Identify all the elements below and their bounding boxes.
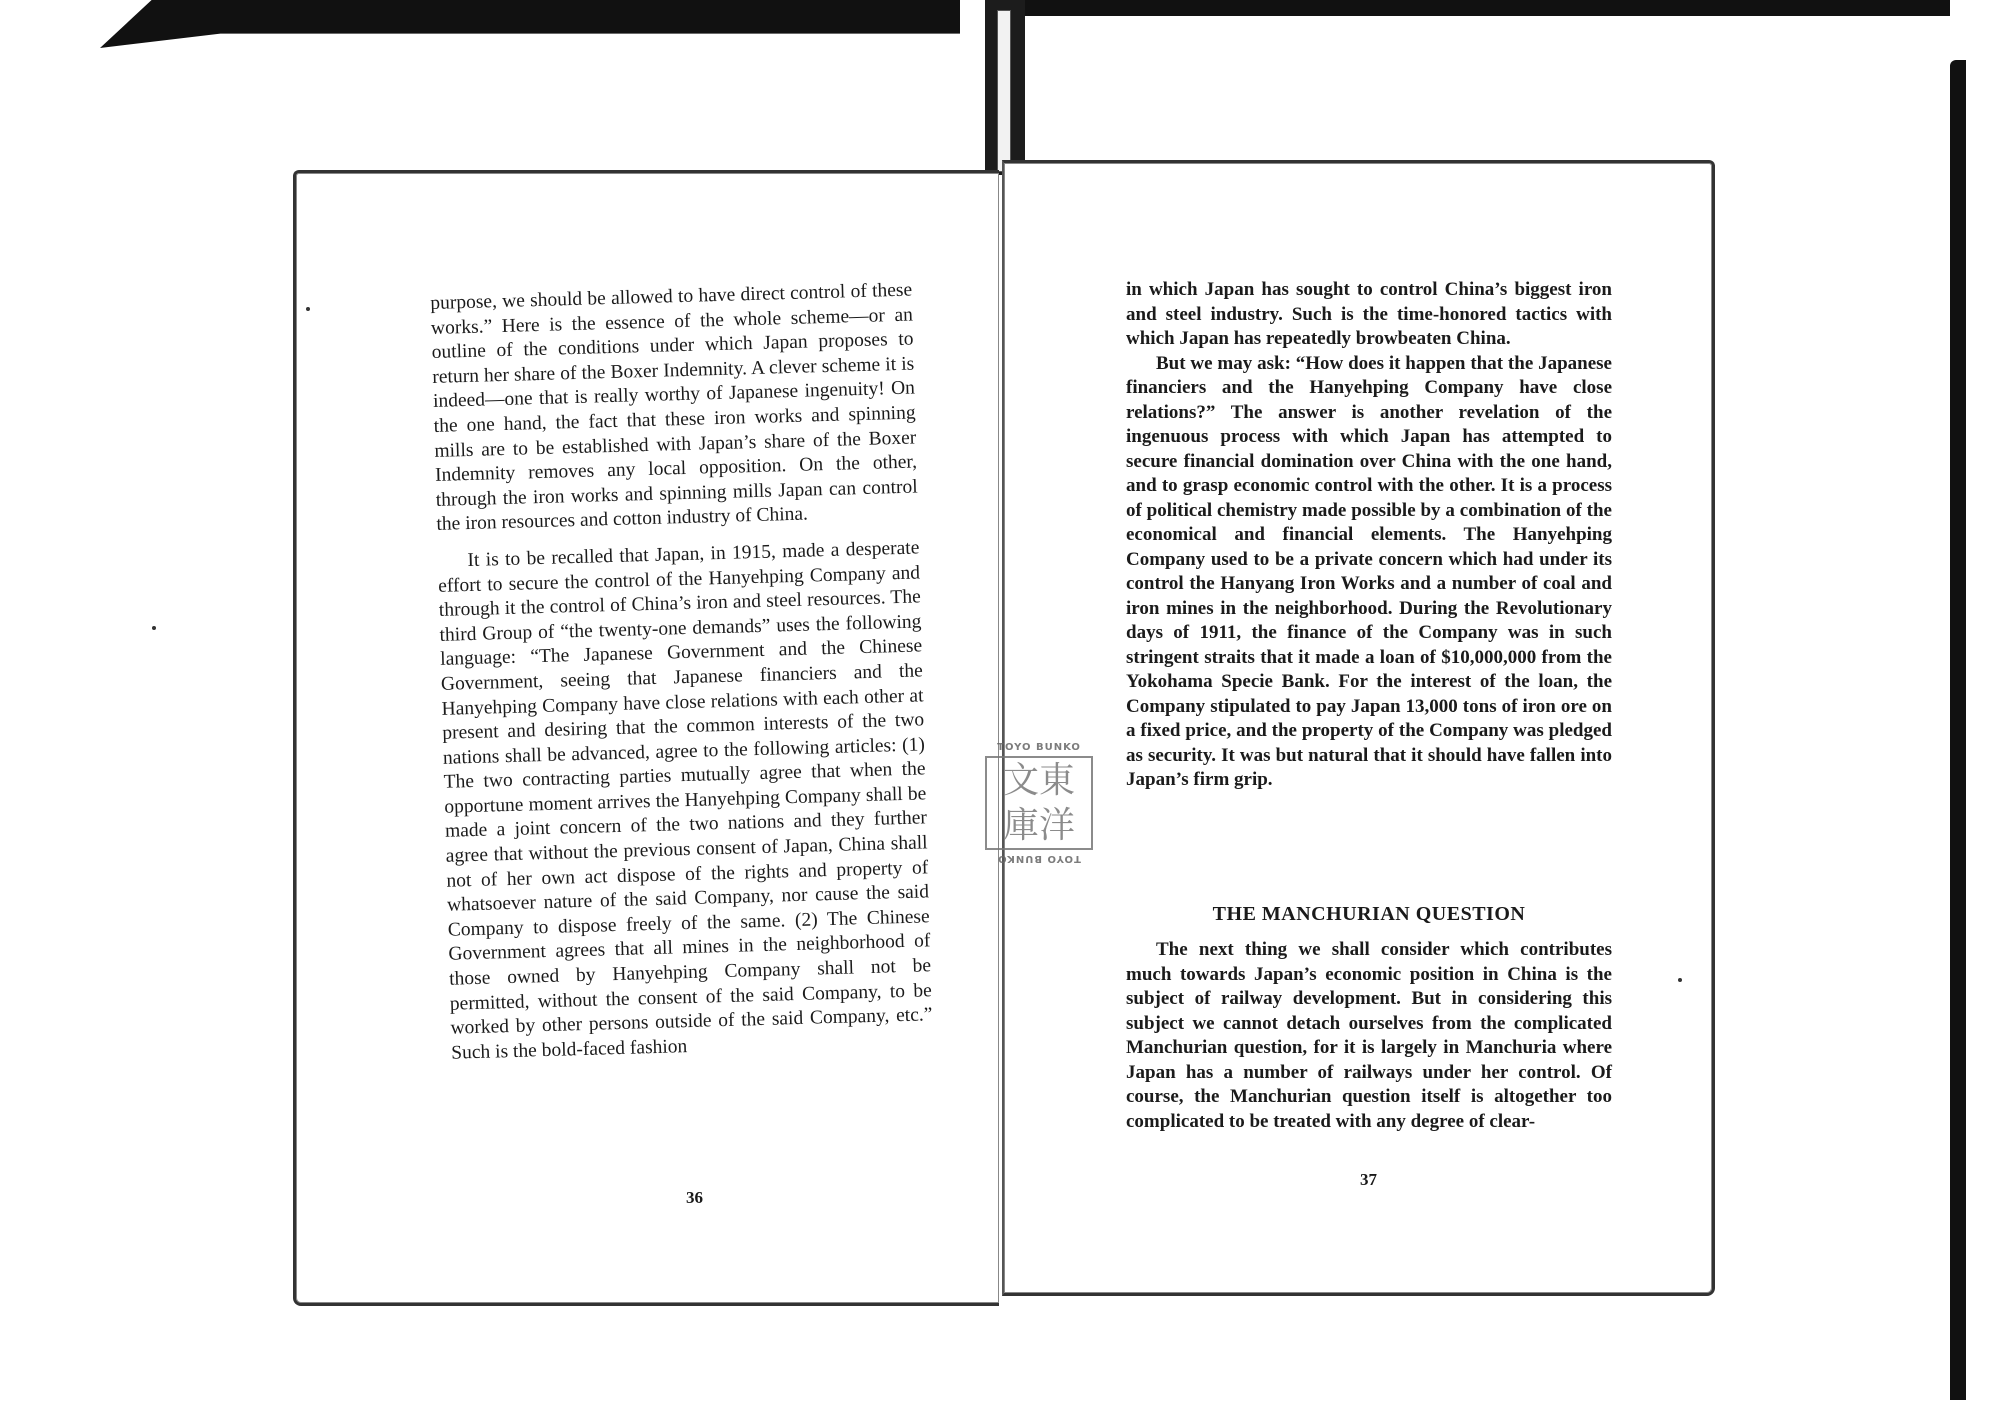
scan-border-top-left (100, 0, 960, 48)
right-paragraph-1: in which Japan has sought to control China’s biggest iron and steel industry. Such is the time-honored tactics with which Japan has repeatedly browbeaten China. (1126, 279, 1612, 349)
right-page-text-top (1126, 278, 1612, 793)
right-paragraph-3: The next thing we shall consider which contributes much towards Japan’s economic position in China is the subject of railway development. But in considering this subject we cannot detach ourselves from the complicated Manchurian question, for it is largely in Manchuria where Japan has a number of railways under her control. Of course, the Manchurian question itself is altogether too complicated to be treated with any degree of clear- (1126, 939, 1612, 1132)
left-paragraph-1: purpose, we should be allowed to have direct control of these works.” Here is the essence of the whole scheme—or an outline of the conditions under which Japan proposes to return her share of the Boxer Indemnity. A clever scheme it is indeed—one that is really worthy of Japanese ingenuity! On the one hand, the fact that these iron works and spinning mills are to be established with Japan’s share of the Boxer Indemnity removes any local opposition. On the other, through the iron works and spinning mills Japan can control the iron resources and cotton industry of China. (430, 279, 918, 536)
scan-border-right (1950, 60, 1966, 1400)
dust-speck (1678, 978, 1682, 982)
seal-char-4: 洋 (1039, 804, 1076, 846)
book-spine-highlight (997, 10, 1011, 172)
right-page-text-bottom (1126, 938, 1612, 1134)
section-heading: THE MANCHURIAN QUESTION (1212, 903, 1526, 925)
left-page-number: 36 (686, 1188, 703, 1207)
scan-border-top-right (1020, 0, 1950, 16)
seal-top-text: TOYO BUNKO (997, 742, 1081, 753)
left-page-text (430, 279, 933, 1067)
seal-char-2: 東 (1039, 759, 1076, 801)
seal-char-3: 庫 (1002, 804, 1039, 846)
library-seal-stamp (982, 742, 1096, 862)
seal-bottom-text: TOYO BUNKO (997, 853, 1081, 864)
seal-characters (985, 756, 1093, 850)
seal-char-1: 文 (1002, 759, 1039, 801)
left-paragraph-2: It is to be recalled that Japan, in 1915, made a desperate effort to secure the control of the Hanyehping Company and through it the control of China’s iron and steel resources. The third Group of “the twenty-one demands” uses the following language: “The Japanese Government and the Chinese Government, seeing that Japanese financiers and the Hanyehping Company have close relations with each other at present and desiring that the common interests of the two nations shall be advanced, agree to the following articles: (1) The two contracting parties mutually agree that when the opportune moment arrives the Hanyehping Company shall be made a joint concern of the two nations and they further agree that without the previous consent of Japan, China shall not of her own act dispose of the rights and property of whatsoever nature of the said Company, nor cause the said Company to dispose freely of the same. (2) The Chinese Government agrees that all mines in the neighborhood of those owned by Hanyehping Company shall not be permitted, without the consent of the said Company, to be worked by other persons outside of the said Company, etc.” Such is the bold-faced fashion (437, 537, 933, 1064)
dust-speck (306, 307, 310, 311)
dust-speck (152, 626, 156, 630)
right-page-number: 37 (1360, 1170, 1377, 1189)
right-paragraph-2: But we may ask: “How does it happen that the Japanese financiers and the Hanyehping Company have close relations?” The answer is another revelation of the ingenuous process with which Japan has attempted to secure financial domination over China with the one hand, and to grasp economic control with the other. It is a process of political chemistry made possible by a combination of the economical and financial elements. The Hanyehping Company used to be a private concern which had under its control the Hanyang Iron Works and a number of coal and iron mines in the neighborhood. During the Revolutionary days of 1911, the finance of the Company was in such stringent straits that it made a loan of $10,000,000 from the Yokohama Specie Bank. For the interest of the loan, the Company stipulated to pay Japan 13,000 tons of iron ore on a fixed price, and the property of the Company was pledged as security. It was but natural that it should have fallen into Japan’s firm grip. (1126, 352, 1612, 790)
